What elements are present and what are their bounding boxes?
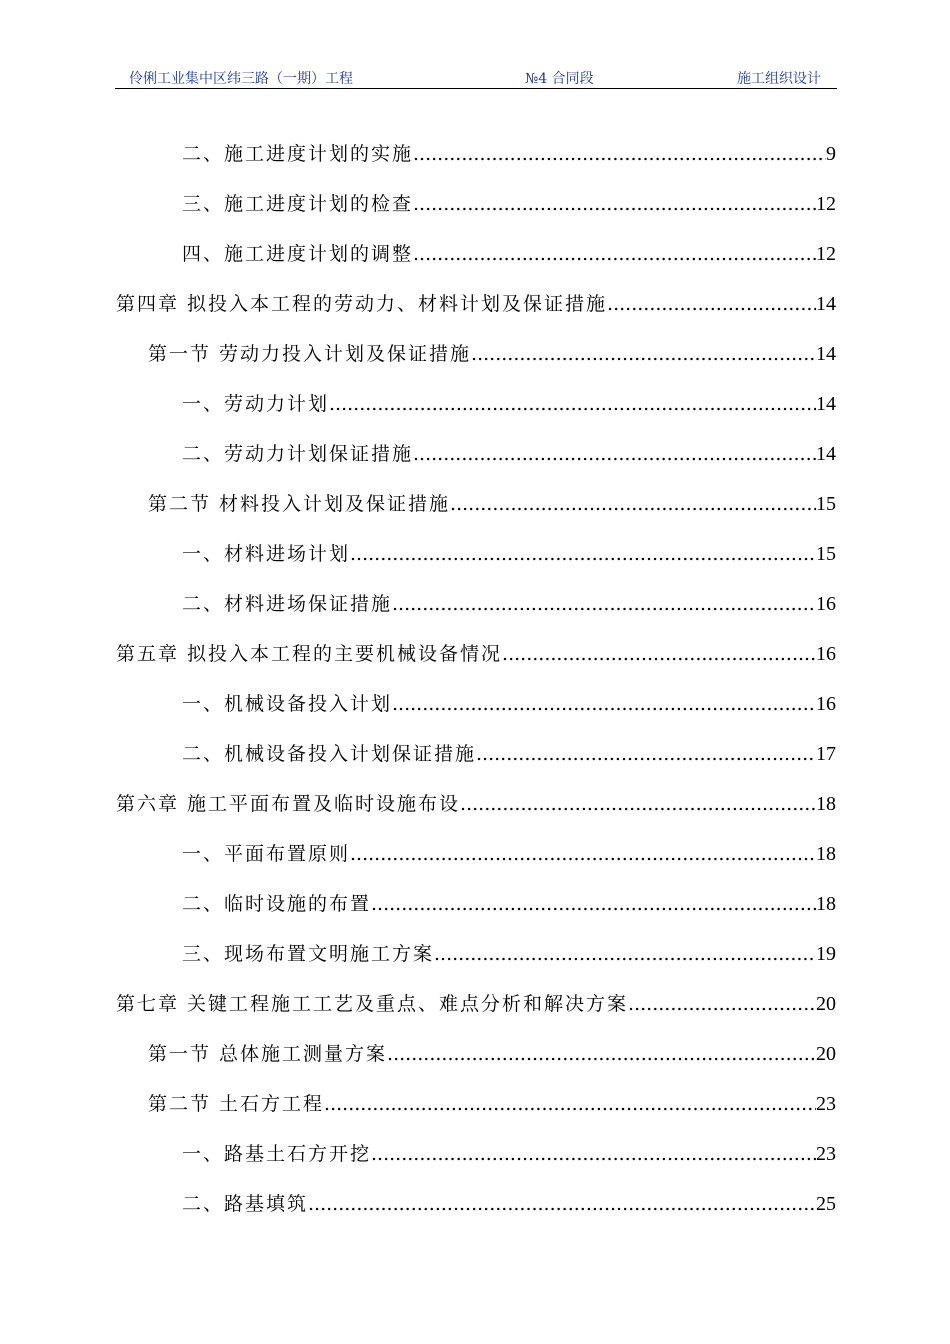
toc-leader-dots — [329, 393, 816, 415]
toc-entry-title: 三、施工进度计划的检查 — [182, 193, 414, 215]
toc-entry-section[interactable] — [148, 1035, 836, 1065]
toc-page-number: 16 — [816, 693, 836, 715]
toc-entry-title: 第二节 材料投入计划及保证措施 — [148, 493, 451, 515]
toc-entry[interactable] — [182, 835, 836, 865]
toc-leader-dots — [607, 293, 816, 315]
toc-entry-title: 三、现场布置文明施工方案 — [182, 943, 435, 965]
toc-page-number: 15 — [816, 543, 836, 565]
toc-leader-dots — [413, 143, 826, 165]
toc-entry-chapter[interactable] — [116, 285, 836, 315]
toc-leader-dots — [413, 443, 816, 465]
toc-entry-title: 一、机械设备投入计划 — [182, 693, 393, 715]
toc-page-number: 14 — [816, 343, 836, 365]
toc-entry[interactable] — [182, 185, 836, 215]
toc-leader-dots — [471, 343, 816, 365]
toc-page-number: 25 — [816, 1193, 836, 1215]
toc-page-number: 14 — [816, 293, 836, 315]
toc-entry[interactable] — [182, 535, 836, 565]
toc-page-number: 23 — [816, 1093, 836, 1115]
header-contract-section: №4 合同段 — [525, 71, 594, 87]
toc-entry[interactable] — [182, 385, 836, 415]
toc-page-number: 12 — [816, 193, 836, 215]
toc-entry-title: 第二节 土石方工程 — [148, 1093, 325, 1115]
toc-entry-chapter[interactable] — [116, 985, 836, 1015]
toc-page-number: 20 — [816, 1043, 836, 1065]
toc-leader-dots — [324, 1093, 816, 1115]
toc-page-number: 12 — [816, 243, 836, 265]
toc-entry-title: 二、临时设施的布置 — [182, 893, 372, 915]
toc-entry-title: 第七章 关键工程施工工艺及重点、难点分析和解决方案 — [116, 993, 629, 1015]
toc-entry-title: 第六章 施工平面布置及临时设施布设 — [116, 793, 461, 815]
toc-leader-dots — [392, 593, 816, 615]
toc-page-number: 16 — [816, 593, 836, 615]
toc-entry-title: 二、机械设备投入计划保证措施 — [182, 743, 477, 765]
toc-entry[interactable] — [182, 735, 836, 765]
toc-leader-dots — [308, 1193, 816, 1215]
toc-entry[interactable] — [182, 1185, 836, 1215]
header-project-name: 伶俐工业集中区纬三路（一期）工程 — [129, 71, 353, 87]
toc-leader-dots — [460, 793, 816, 815]
toc-entry[interactable] — [182, 435, 836, 465]
toc-entry-title: 第一节 总体施工测量方案 — [148, 1043, 388, 1065]
toc-page-number: 17 — [816, 743, 836, 765]
toc-leader-dots — [371, 1143, 816, 1165]
toc-leader-dots — [476, 743, 816, 765]
toc-page-number: 14 — [816, 443, 836, 465]
toc-entry[interactable] — [182, 885, 836, 915]
toc-page-number: 9 — [826, 143, 836, 165]
toc-entry-title: 二、路基填筑 — [182, 1193, 309, 1215]
toc-entry-title: 二、材料进场保证措施 — [182, 593, 393, 615]
toc-entry-title: 二、劳动力计划保证措施 — [182, 443, 414, 465]
toc-page-number: 18 — [816, 893, 836, 915]
toc-entry[interactable] — [182, 235, 836, 265]
toc-entry-chapter[interactable] — [116, 785, 836, 815]
toc-entry-title: 一、平面布置原则 — [182, 843, 351, 865]
toc-leader-dots — [387, 1043, 816, 1065]
toc-page-number: 15 — [816, 493, 836, 515]
toc-entry-title: 四、施工进度计划的调整 — [182, 243, 414, 265]
toc-entry[interactable] — [182, 685, 836, 715]
header-document-type: 施工组织设计 — [737, 71, 821, 87]
toc-entry-title: 二、施工进度计划的实施 — [182, 143, 414, 165]
toc-entry-section[interactable] — [148, 485, 836, 515]
toc-leader-dots — [392, 693, 816, 715]
toc-leader-dots — [628, 993, 816, 1015]
toc-leader-dots — [434, 943, 816, 965]
toc-page-number: 19 — [816, 943, 836, 965]
toc-page-number: 23 — [816, 1143, 836, 1165]
toc-page-number: 16 — [816, 643, 836, 665]
toc-entry-chapter[interactable] — [116, 635, 836, 665]
toc-page-number: 18 — [816, 843, 836, 865]
toc-page-number: 14 — [816, 393, 836, 415]
toc-page-number: 18 — [816, 793, 836, 815]
toc-leader-dots — [350, 843, 816, 865]
toc-entry[interactable] — [182, 1135, 836, 1165]
toc-leader-dots — [371, 893, 816, 915]
page-header — [115, 66, 837, 89]
toc-entry-title: 第四章 拟投入本工程的劳动力、材料计划及保证措施 — [116, 293, 608, 315]
toc-entry-title: 一、劳动力计划 — [182, 393, 330, 415]
toc-entry-title: 第一节 劳动力投入计划及保证措施 — [148, 343, 472, 365]
toc-leader-dots — [413, 243, 816, 265]
toc-leader-dots — [350, 543, 816, 565]
toc-entry[interactable] — [182, 135, 836, 165]
toc-page-number: 20 — [816, 993, 836, 1015]
toc-entry-section[interactable] — [148, 335, 836, 365]
toc-leader-dots — [450, 493, 816, 515]
toc-entry-title: 第五章 拟投入本工程的主要机械设备情况 — [116, 643, 503, 665]
toc-entry-title: 一、路基土石方开挖 — [182, 1143, 372, 1165]
toc-leader-dots — [502, 643, 816, 665]
toc-entry-title: 一、材料进场计划 — [182, 543, 351, 565]
toc-entry[interactable] — [182, 585, 836, 615]
toc-entry-section[interactable] — [148, 1085, 836, 1115]
toc-leader-dots — [413, 193, 816, 215]
toc-entry[interactable] — [182, 935, 836, 965]
